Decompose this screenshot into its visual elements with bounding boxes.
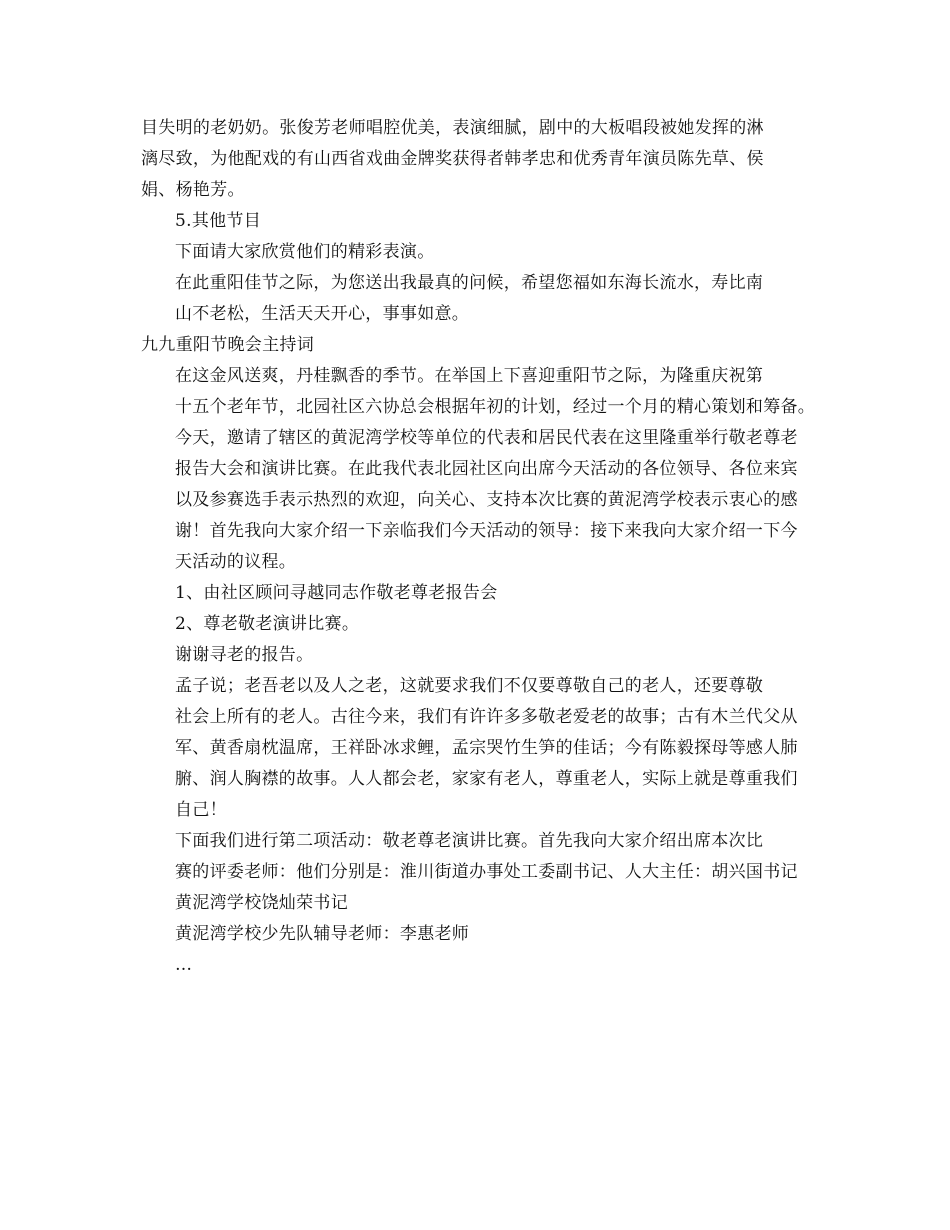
paragraph — [141, 950, 821, 981]
text-line: 5.其他节目 — [175, 211, 262, 231]
paragraph — [141, 578, 821, 609]
paragraph — [141, 671, 821, 826]
paragraph — [141, 361, 821, 578]
paragraph — [141, 330, 821, 361]
paragraph — [141, 206, 821, 237]
text-line: 山不老松，生活天天开心，事事如意。 — [175, 304, 470, 324]
text-line: 天活动的议程。 — [175, 552, 297, 572]
text-line: 娟、杨艳芳。 — [141, 180, 245, 200]
text-line: 谢谢寻老的报告。 — [175, 645, 314, 665]
document-body — [141, 113, 821, 981]
text-line: 1、由社区顾问寻越同志作敬老尊老报告会 — [175, 583, 498, 603]
text-line: 黄泥湾学校饶灿荣书记 — [175, 893, 348, 913]
paragraph — [141, 237, 821, 268]
paragraph — [141, 919, 821, 950]
text-line: 军、黄香扇枕温席，王祥卧冰求鲤，孟宗哭竹生笋的佳话；今有陈毅探母等感人肺 — [175, 738, 798, 758]
text-line: 赛的评委老师：他们分别是：淮川街道办事处工委副书记、人大主任：胡兴国书记 — [175, 862, 798, 882]
text-line: 自己！ — [175, 800, 227, 820]
text-line: … — [175, 955, 193, 975]
text-line: 目失明的老奶奶。张俊芳老师唱腔优美，表演细腻，剧中的大板唱段被她发挥的淋 — [141, 118, 764, 138]
text-line: 2、尊老敬老演讲比赛。 — [175, 614, 360, 634]
text-line: 以及参赛选手表示热烈的欢迎，向关心、支持本次比赛的黄泥湾学校表示衷心的感 — [175, 490, 798, 510]
text-line: 孟子说；老吾老以及人之老，这就要求我们不仅要尊敬自己的老人，还要尊敬 — [175, 676, 764, 696]
paragraph — [141, 888, 821, 919]
paragraph — [141, 826, 821, 888]
text-line: 社会上所有的老人。古往今来，我们有许许多多敬老爱老的故事；古有木兰代父从 — [175, 707, 798, 727]
text-line: 十五个老年节，北园社区六协总会根据年初的计划，经过一个月的精心策划和筹备。 — [175, 397, 816, 417]
text-line: 下面请大家欣赏他们的精彩表演。 — [175, 242, 435, 262]
text-line: 腑、润人胸襟的故事。人人都会老，家家有老人，尊重老人，实际上就是尊重我们 — [175, 769, 798, 789]
text-line: 下面我们进行第二项活动：敬老尊老演讲比赛。首先我向大家介绍出席本次比 — [175, 831, 764, 851]
text-line: 九九重阳节晚会主持词 — [141, 335, 314, 355]
text-line: 今天，邀请了辖区的黄泥湾学校等单位的代表和居民代表在这里隆重举行敬老尊老 — [175, 428, 798, 448]
text-line: 谢！首先我向大家介绍一下亲临我们今天活动的领导：接下来我向大家介绍一下今 — [175, 521, 798, 541]
paragraph — [141, 609, 821, 640]
text-line: 报告大会和演讲比赛。在此我代表北园社区向出席今天活动的各位领导、各位来宾 — [175, 459, 798, 479]
paragraph — [141, 268, 821, 330]
paragraph — [141, 640, 821, 671]
text-line: 在这金风送爽，丹桂飘香的季节。在举国上下喜迎重阳节之际，为隆重庆祝第 — [175, 366, 764, 386]
text-line: 黄泥湾学校少先队辅导老师：李惠老师 — [175, 924, 470, 944]
text-line: 在此重阳佳节之际，为您送出我最真的问候，希望您福如东海长流水，寿比南 — [175, 273, 764, 293]
text-line: 漓尽致，为他配戏的有山西省戏曲金牌奖获得者韩孝忠和优秀青年演员陈先草、侯 — [141, 149, 764, 169]
paragraph — [141, 113, 821, 206]
